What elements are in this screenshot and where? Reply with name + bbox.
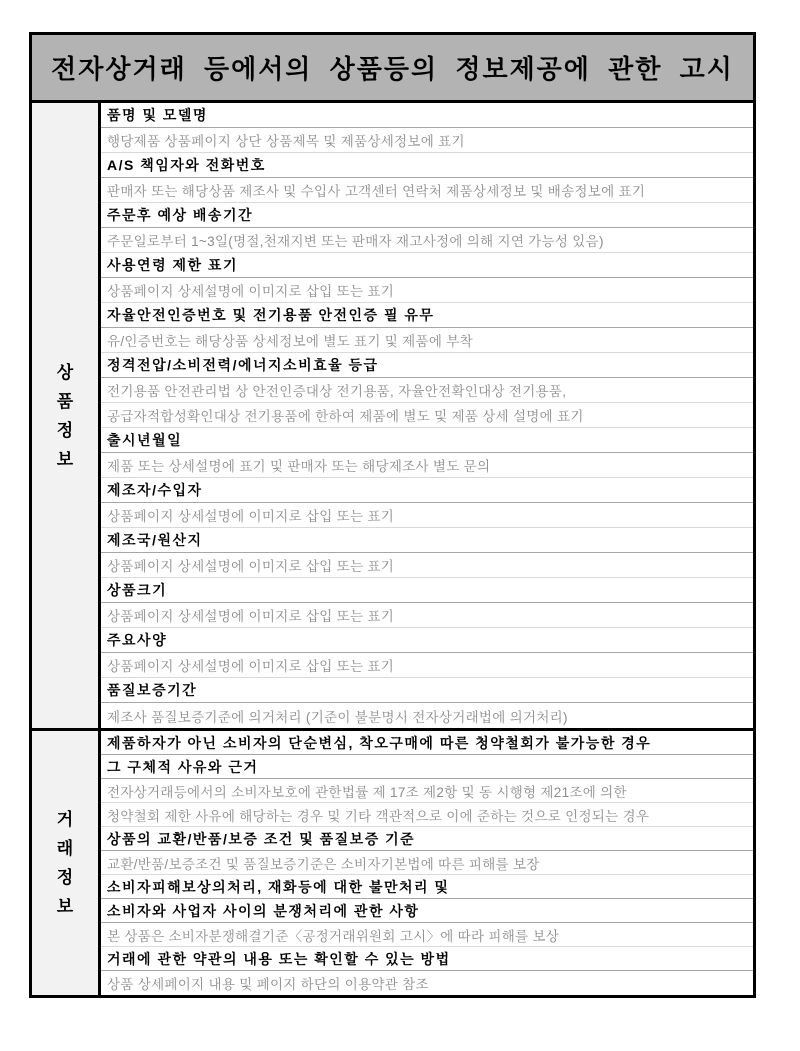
- notice-sheet: [29, 32, 756, 998]
- spec-desc-row: 판매자 또는 해당상품 제조사 및 수입사 고객센터 연락처 제품상세정보 및 배송정보에 표기: [101, 178, 753, 203]
- section-label-product-info: 상품정보: [56, 362, 74, 469]
- spec-header-row: 상품의 교환/반품/보증 조건 및 품질보증 기준: [101, 827, 753, 851]
- spec-header-row: 품질보증기간: [101, 678, 753, 703]
- spec-desc-row: 상품페이지 상세설명에 이미지로 삽입 또는 표기: [101, 653, 753, 678]
- spec-header-row: A/S 책임자와 전화번호: [101, 153, 753, 178]
- spec-desc-row: 전기용품 안전관리법 상 안전인증대상 전기용품, 자율안전확인대상 전기용품,: [101, 378, 753, 403]
- spec-header-row: 소비자피해보상의처리, 재화등에 대한 불만처리 및: [101, 875, 753, 899]
- spec-header-row: 사용연령 제한 표기: [101, 253, 753, 278]
- spec-desc-row: 상품페이지 상세설명에 이미지로 삽입 또는 표기: [101, 553, 753, 578]
- spec-desc-row: 행당제품 상품페이지 상단 상품제목 및 제품상세정보에 표기: [101, 128, 753, 153]
- trade-info-rows: [101, 731, 753, 995]
- spec-header-row: 주요사양: [101, 628, 753, 653]
- section-product-info: [32, 103, 753, 728]
- product-info-rows: [101, 103, 753, 728]
- spec-header-row: 제조자/수입자: [101, 478, 753, 503]
- spec-header-row: 품명 및 모델명: [101, 103, 753, 128]
- section-trade-info: [32, 728, 753, 995]
- spec-desc-row: 상품페이지 상세설명에 이미지로 삽입 또는 표기: [101, 503, 753, 528]
- spec-header-row: 소비자와 사업자 사이의 분쟁처리에 관한 사항: [101, 899, 753, 923]
- spec-desc-row: 제품 또는 상세설명에 표기 및 판매자 또는 해당제조사 별도 문의: [101, 453, 753, 478]
- section-side-column-trade: [32, 731, 101, 995]
- spec-header-row: 거래에 관한 약관의 내용 또는 확인할 수 있는 방법: [101, 947, 753, 971]
- spec-header-row: 정격전압/소비전력/에너지소비효율 등급: [101, 353, 753, 378]
- spec-desc-row: 제조사 품질보증기준에 의거처리 (기준이 불분명시 전자상거래법에 의거처리): [107, 709, 568, 725]
- spec-desc-row: 상품 상세페이지 내용 및 페이지 하단의 이용약관 참조: [107, 977, 429, 992]
- spec-header-row: 주문후 예상 배송기간: [101, 203, 753, 228]
- spec-desc-row: 유/인증번호는 해당상품 상세정보에 별도 표기 및 제품에 부착: [101, 328, 753, 353]
- spec-desc-row: 상품페이지 상세설명에 이미지로 삽입 또는 표기: [101, 278, 753, 303]
- spec-header-row: 자율안전인증번호 및 전기용품 안전인증 필 유무: [101, 303, 753, 328]
- spec-header-row: 제품하자가 아닌 소비자의 단순변심, 착오구매에 따른 청약철회가 불가능한 경우: [101, 731, 753, 755]
- spec-desc-row: 청약철회 제한 사유에 해당하는 경우 및 기타 객관적으로 이에 준하는 것으로 인정되는 경우: [101, 803, 753, 827]
- spec-header-row: 제조국/원산지: [101, 528, 753, 553]
- section-side-column-product: [32, 103, 101, 728]
- spec-desc-row: 공급자적합성확인대상 전기용품에 한하여 제품에 별도 및 제품 상세 설명에 표기: [101, 403, 753, 428]
- spec-desc-row: 주문일로부터 1~3일(명절,천재지변 또는 판매자 재고사정에 의해 지연 가능성 있음): [101, 228, 753, 253]
- spec-header-row: 상품크기: [101, 578, 753, 603]
- spec-desc-row: 본 상품은 소비자분쟁해결기준〈공정거래위원회 고시〉에 따라 피해를 보상: [101, 923, 753, 947]
- notice-title: 전자상거래 등에서의 상품등의 정보제공에 관한 고시: [51, 54, 734, 84]
- section-label-trade-info: 거래정보: [56, 810, 74, 916]
- spec-desc-row: 전자상거래등에서의 소비자보호에 관한법률 제 17조 제2항 및 동 시행형 제21조에 의한: [101, 779, 753, 803]
- spec-desc-row: 상품페이지 상세설명에 이미지로 삽입 또는 표기: [101, 603, 753, 628]
- spec-header-row: 그 구체적 사유와 근거: [101, 755, 753, 779]
- spec-desc-row: 교환/반품/보증조건 및 품질보증기준은 소비자기본법에 따른 피해를 보장: [101, 851, 753, 875]
- notice-title-bar: [32, 35, 753, 103]
- spec-header-row: 출시년월일: [101, 428, 753, 453]
